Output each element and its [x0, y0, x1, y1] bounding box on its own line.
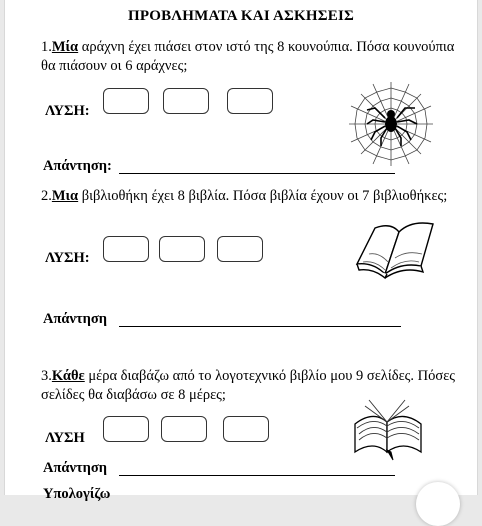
open-book-icon [351, 214, 443, 284]
problem-body: βιβλιοθήκη έχει 8 βιβλία. Πόσα βιβλία έχουν οι 7 βιβλιοθήκες; [78, 188, 448, 204]
answer-label: Απάντηση [43, 460, 108, 476]
book-with-bookmark-icon [347, 394, 429, 462]
solution-label: ΛΥΣΗ: [45, 250, 90, 266]
answer-box[interactable] [163, 88, 209, 114]
worksheet-page [4, 0, 478, 502]
floating-action-button[interactable] [416, 482, 460, 526]
answer-box[interactable] [103, 88, 149, 114]
answer-line[interactable] [119, 326, 401, 327]
problem-keyword: Μια [51, 188, 79, 204]
answer-label: Απάντηση: [43, 158, 112, 174]
answer-box[interactable] [227, 88, 273, 114]
problem-number: 3. [41, 368, 52, 384]
problem-keyword: Μία [51, 39, 79, 55]
page-title: ΠΡΟΒΛΗΜΑΤΑ ΚΑΙ ΑΣΚΗΣΕΙΣ [127, 8, 355, 24]
answer-box[interactable] [217, 236, 263, 262]
solution-label: ΛΥΣΗ: [45, 103, 90, 119]
answer-box[interactable] [223, 416, 269, 442]
answer-box[interactable] [159, 236, 205, 262]
problem-1-text [41, 38, 461, 76]
answer-line[interactable] [119, 173, 395, 174]
answer-box[interactable] [103, 416, 149, 442]
answer-box[interactable] [161, 416, 207, 442]
spider-web-icon [345, 78, 437, 170]
problem-2-text [41, 187, 461, 206]
problem-body: μέρα διαβάζω από το λογοτεχνικό βιβλίο μου 9 σελίδες. Πόσες σελίδες θα διαβάσω σε 8 μέρες; [41, 368, 456, 403]
problem-number: 2. [41, 188, 52, 204]
problem-keyword: Κάθε [51, 368, 85, 384]
problem-number: 1. [41, 39, 52, 55]
answer-label: Απάντηση [43, 311, 108, 327]
answer-line[interactable] [119, 475, 395, 476]
problem-body: αράχνη έχει πιάσει στον ιστό της 8 κουνούπια. Πόσα κουνούπια θα πιάσουν οι 6 αράχνες; [41, 39, 455, 74]
answer-box[interactable] [103, 236, 149, 262]
solution-label: ΛΥΣΗ [45, 430, 85, 446]
cut-off-text: Υπολογίζω [43, 486, 111, 502]
